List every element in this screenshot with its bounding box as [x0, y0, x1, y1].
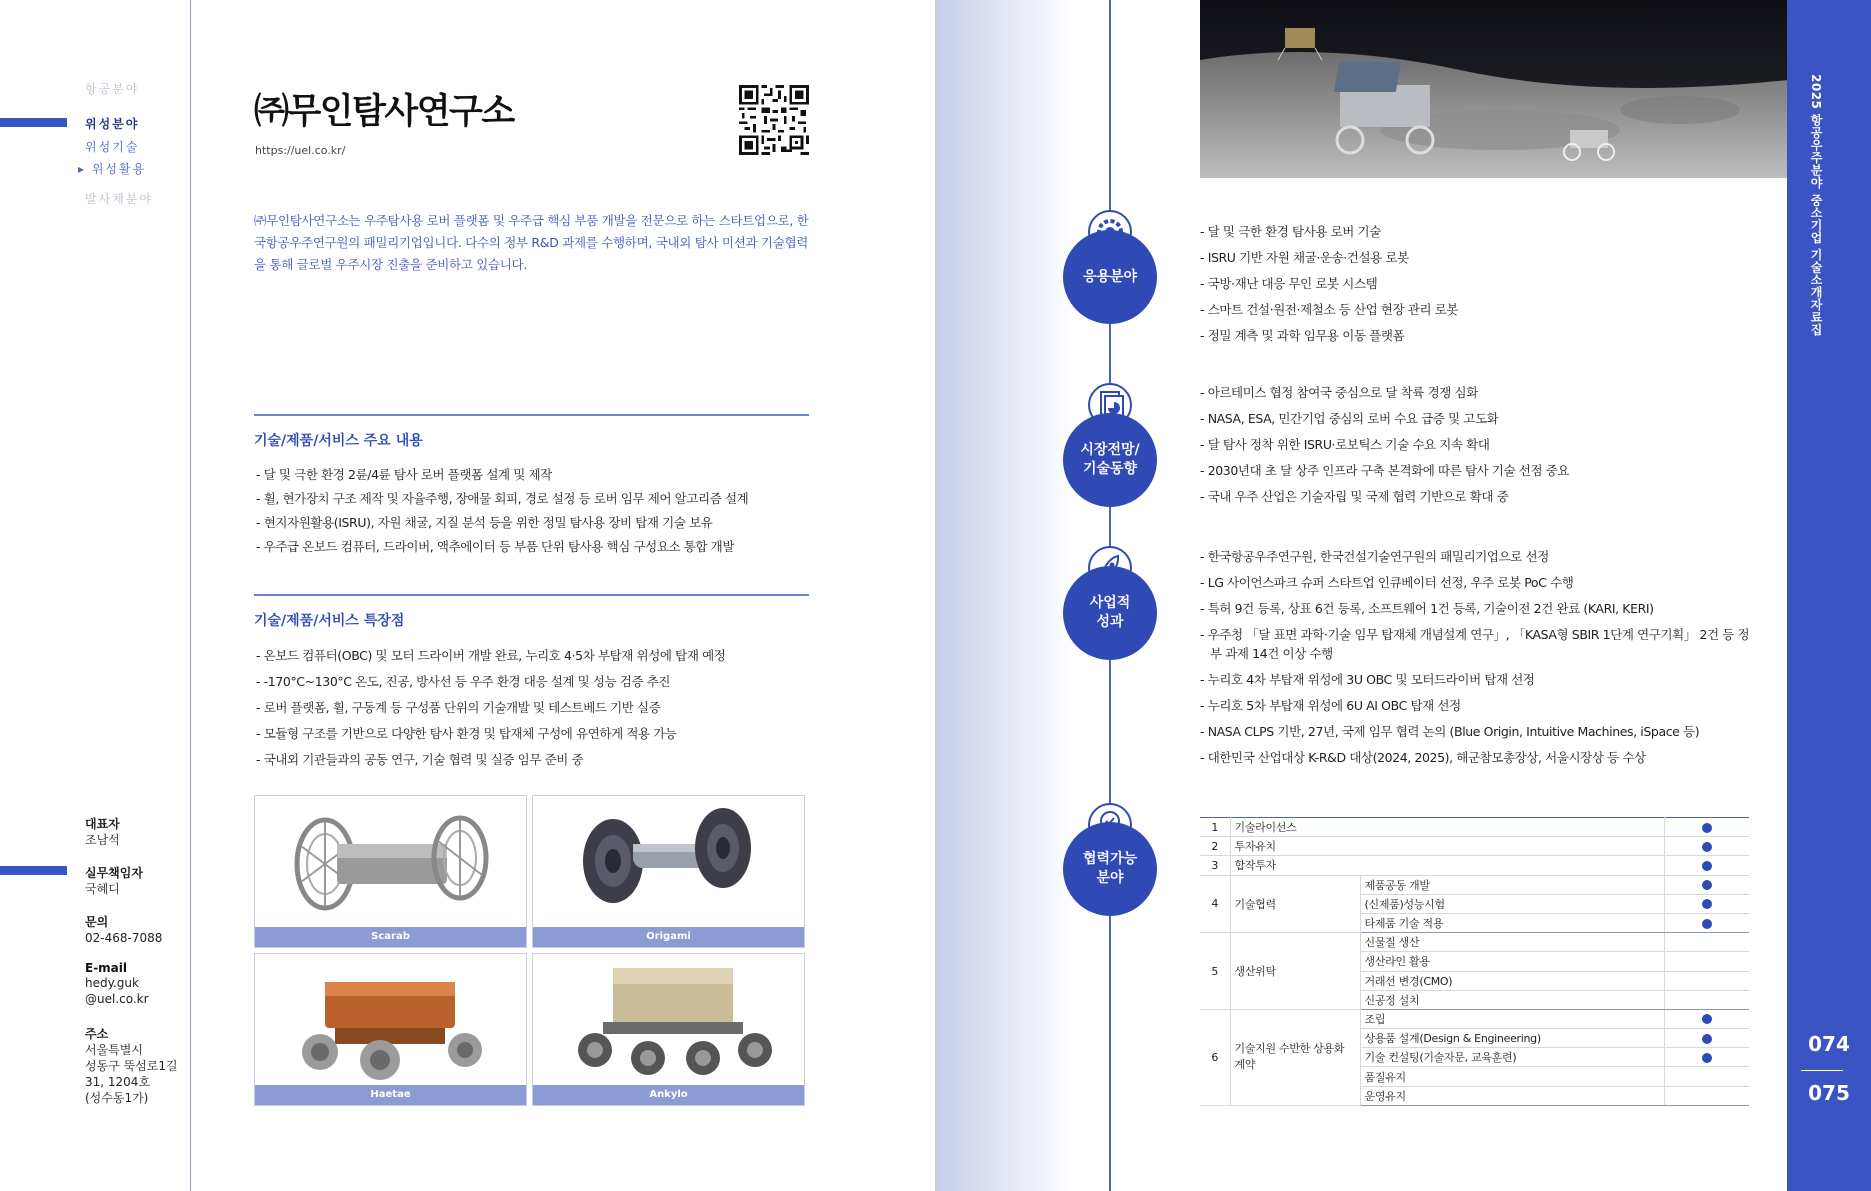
- product-card-scarab[interactable]: [254, 795, 527, 948]
- main-content-item: - 달 및 극한 환경 2륜/4륜 탐사 로버 플랫폼 설계 및 제작: [256, 463, 812, 487]
- row-check: [1664, 933, 1749, 952]
- ceo-value: 조남석: [85, 833, 120, 847]
- main-content-rule: [254, 414, 809, 416]
- check-dot-icon: [1702, 861, 1712, 871]
- row-check: [1664, 1029, 1749, 1048]
- achievement-item: - 우주청 「달 표면 과학·기술 임무 탑재체 개념설계 연구」, 「KASA형 SBIR 1단계 연구기획」 2건 등 정부 과제 14건 이상 수행: [1200, 622, 1760, 667]
- row-subcategory: 운영유지: [1360, 1086, 1664, 1105]
- row-category: 생산위탁: [1230, 933, 1360, 1010]
- row-check: [1664, 875, 1749, 894]
- contact-indicator: [0, 866, 67, 875]
- market-label-1: 시장전망/: [1080, 442, 1140, 458]
- page-gutter: [935, 0, 1075, 1191]
- row-check: [1664, 971, 1749, 990]
- main-content-item: - 우주급 온보드 컴퓨터, 드라이버, 액추에이터 등 부품 단위 탐사용 핵심 구성요소 통합 개발: [256, 535, 812, 559]
- ceo-label: 대표자: [85, 817, 120, 831]
- contact-ceo: [85, 815, 185, 848]
- row-check: [1664, 913, 1749, 932]
- application-item: - 스마트 건설·원전·제철소 등 산업 현장 관리 로봇: [1200, 297, 1760, 323]
- row-category: 합작투자: [1230, 856, 1664, 875]
- row-category: 기술지원 수반한 상용화 계약: [1230, 1009, 1360, 1105]
- row-subcategory: 타제품 기술 적용: [1360, 913, 1664, 932]
- row-subcategory: 신물질 생산: [1360, 933, 1664, 952]
- manager-label: 실무책임자: [85, 866, 143, 880]
- application-label: 응용분야: [1082, 268, 1138, 285]
- achievements-label-1: 사업적: [1089, 595, 1131, 611]
- row-number: 5: [1200, 933, 1230, 1010]
- features-rule: [254, 594, 809, 596]
- market-item: - 국내 우주 산업은 기술자립 및 국제 협력 기반으로 확대 중: [1200, 484, 1760, 510]
- feature-item: - -170°C~130°C 온도, 진공, 방사선 등 우주 환경 대응 설계 및 성능 검증 추진: [256, 669, 812, 695]
- achievement-item: - 한국항공우주연구원, 한국건설기술연구원의 패밀리기업으로 선정: [1200, 544, 1760, 570]
- row-subcategory: (신제품)성능시험: [1360, 894, 1664, 913]
- nav-item-aviation[interactable]: 항공분야: [85, 82, 140, 96]
- feature-item: - 국내외 기관들과의 공동 연구, 기술 협력 및 실증 임무 준비 중: [256, 747, 812, 773]
- row-category: 투자유치: [1230, 837, 1664, 856]
- product-caption: Ankylo: [533, 1085, 804, 1105]
- row-check: [1664, 837, 1749, 856]
- table-row: [1200, 837, 1749, 856]
- lunar-rover-photo: [1200, 0, 1788, 178]
- achievement-item: - 누리호 4차 부탑재 위성에 3U OBC 및 모터드라이버 탑재 선정: [1200, 667, 1760, 693]
- check-dot-icon: [1702, 823, 1712, 833]
- table-row: [1200, 1009, 1749, 1028]
- address-line-3: 31, 1204호: [85, 1075, 151, 1089]
- nav-active-indicator: [0, 118, 67, 127]
- check-dot-icon: [1702, 842, 1712, 852]
- main-content-title: 기술/제품/서비스 주요 내용: [254, 433, 423, 449]
- row-check: [1664, 894, 1749, 913]
- email-value-1[interactable]: hedy.guk: [85, 976, 139, 990]
- application-item: - 달 및 극한 환경 탐사용 로버 기술: [1200, 219, 1760, 245]
- scarab-rover-image: [255, 796, 527, 929]
- feature-item: - 온보드 컴퓨터(OBC) 및 모터 드라이버 개발 완료, 누리호 4·5차 부탑재 위성에 탑재 예정: [256, 643, 812, 669]
- contact-inquiry: [85, 913, 185, 946]
- check-dot-icon: [1702, 919, 1712, 929]
- email-value-2[interactable]: @uel.co.kr: [85, 992, 149, 1006]
- row-subcategory: 상용품 설계(Design & Engineering): [1360, 1029, 1664, 1048]
- row-subcategory: 신공정 설치: [1360, 990, 1664, 1009]
- row-subcategory: 거래선 변경(CMO): [1360, 971, 1664, 990]
- cooperation-table: [1200, 817, 1749, 1106]
- publication-title: 2025 항공우주분야 중소기업 기술소개자료집: [1809, 74, 1823, 336]
- row-subcategory: 품질유지: [1360, 1067, 1664, 1086]
- row-number: 6: [1200, 1009, 1230, 1105]
- ankylo-rover-image: [533, 954, 805, 1087]
- row-check: [1664, 952, 1749, 971]
- main-content-list: [256, 463, 812, 559]
- address-line-4: (성수동1가): [85, 1091, 149, 1105]
- market-item: - 아르테미스 협정 참여국 중심으로 달 착륙 경쟁 심화: [1200, 380, 1760, 406]
- market-list: [1200, 380, 1760, 510]
- page-number-right: 075: [1808, 1081, 1850, 1105]
- achievements-label-2: 성과: [1096, 614, 1124, 630]
- application-item: - 정밀 계측 및 과학 임무용 이동 플랫폼: [1200, 323, 1760, 349]
- row-check: [1664, 1048, 1749, 1067]
- address-label: 주소: [85, 1027, 109, 1041]
- page-divider-rule: [190, 0, 191, 1191]
- achievement-item: - 대한민국 산업대상 K-R&D 대상(2024, 2025), 해군참모총장상, 서울시장상 등 수상: [1200, 745, 1760, 771]
- product-card-ankylo[interactable]: [532, 953, 805, 1106]
- side-band: [1787, 0, 1871, 1191]
- market-item: - 2030년대 초 달 상주 인프라 구축 본격화에 따른 탐사 기술 선점 중요: [1200, 458, 1760, 484]
- company-url[interactable]: https://uel.co.kr/: [255, 144, 346, 157]
- market-circle: [1063, 413, 1157, 507]
- address-line-2: 성동구 뚝섬로1길: [85, 1059, 178, 1073]
- row-check: [1664, 818, 1749, 837]
- achievement-item: - LG 사이언스파크 슈퍼 스타트업 인큐베이터 선정, 우주 로봇 PoC 수행: [1200, 570, 1760, 596]
- address-line-1: 서울특별시: [85, 1043, 143, 1057]
- features-list: [256, 643, 812, 773]
- table-row: [1200, 856, 1749, 875]
- application-list: [1200, 219, 1760, 349]
- main-content-item: - 현지자원활용(ISRU), 자원 채굴, 지질 분석 등을 위한 정밀 탐사용 장비 탑재 기술 보유: [256, 511, 812, 535]
- row-subcategory: 제품공동 개발: [1360, 875, 1664, 894]
- row-category: 기술협력: [1230, 875, 1360, 933]
- product-card-origami[interactable]: [532, 795, 805, 948]
- company-name: ㈜무인탐사연구소: [254, 92, 514, 132]
- feature-item: - 모듈형 구조를 기반으로 다양한 탐사 환경 및 탑재체 구성에 유연하게 적용 가능: [256, 721, 812, 747]
- application-item: - 국방·재난 대응 무인 로봇 시스템: [1200, 271, 1760, 297]
- row-check: [1664, 1009, 1749, 1028]
- application-item: - ISRU 기반 자원 채굴·운송·건설용 로봇: [1200, 245, 1760, 271]
- product-caption: Scarab: [255, 927, 526, 947]
- page-number-left: 074: [1808, 1032, 1850, 1056]
- table-row: [1200, 875, 1749, 894]
- email-label: E-mail: [85, 961, 128, 975]
- achievement-item: - 특허 9건 등록, 상표 6건 등록, 소프트웨어 1건 등록, 기술이전 2건 완료 (KARI, KERI): [1200, 596, 1760, 622]
- features-title: 기술/제품/서비스 특장점: [254, 613, 405, 629]
- application-circle: [1063, 230, 1157, 324]
- nav-item-launcher[interactable]: 발사체분야: [85, 192, 153, 206]
- market-item: - NASA, ESA, 민간기업 중심의 로버 수요 급증 및 고도화: [1200, 406, 1760, 432]
- feature-item: - 로버 플랫폼, 휠, 구동계 등 구성품 단위의 기술개발 및 테스트베드 기반 실증: [256, 695, 812, 721]
- nav-item-satellite-use[interactable]: ▸ 위성활용: [78, 162, 147, 176]
- phone-value: 02-468-7088: [85, 931, 163, 945]
- achievement-item: - 누리호 5차 부탑재 위성에 6U AI OBC 탑재 선정: [1200, 693, 1760, 719]
- row-number: 3: [1200, 856, 1230, 875]
- nav-item-satellite[interactable]: 위성분야: [85, 117, 140, 131]
- qr-code-icon[interactable]: [739, 85, 809, 155]
- check-dot-icon: [1702, 899, 1712, 909]
- haetae-rover-image: [255, 954, 527, 1087]
- cooperation-label-2: 분야: [1096, 870, 1124, 886]
- company-intro: ㈜무인탐사연구소는 우주탐사용 로버 플랫폼 및 우주급 핵심 부품 개발을 전문으로 하는 스타트업으로, 한국항공우주연구원의 패밀리기업입니다. 다수의 정부 R&D 과제를 수행하며, 국내외 탐사 미션과 기술협력을 통해 글로벌 우주시장 진출을 준비하고 있습니다.: [254, 213, 809, 272]
- achievement-item: - NASA CLPS 기반, 27년, 국제 임무 협력 논의 (Blue Origin, Intuitive Machines, iSpace 등): [1200, 719, 1760, 745]
- row-check: [1664, 856, 1749, 875]
- achievements-circle: [1063, 566, 1157, 660]
- row-check: [1664, 1086, 1749, 1105]
- table-row: [1200, 933, 1749, 952]
- contact-email: [85, 961, 185, 1007]
- main-content-item: - 휠, 현가장치 구조 제작 및 자율주행, 장애물 회피, 경로 설정 등 로버 임무 제어 알고리즘 설계: [256, 487, 812, 511]
- table-row: [1200, 818, 1749, 837]
- cooperation-circle: [1063, 822, 1157, 916]
- nav-item-satellite-tech[interactable]: 위성기술: [85, 140, 140, 154]
- row-check: [1664, 990, 1749, 1009]
- contact-manager: [85, 864, 185, 897]
- product-caption: Haetae: [255, 1085, 526, 1105]
- inquiry-label: 문의: [85, 915, 109, 929]
- page-number-divider: [1801, 1070, 1843, 1071]
- origami-rover-image: [533, 796, 805, 929]
- row-subcategory: 기술 컨설팅(기술자문, 교육훈련): [1360, 1048, 1664, 1067]
- product-card-haetae[interactable]: [254, 953, 527, 1106]
- row-subcategory: 생산라인 활용: [1360, 952, 1664, 971]
- achievements-list: [1200, 544, 1760, 771]
- market-label-2: 기술동향: [1082, 461, 1138, 477]
- row-category: 기술라이선스: [1230, 818, 1664, 837]
- manager-value: 국혜디: [85, 882, 120, 896]
- row-subcategory: 조립: [1360, 1009, 1664, 1028]
- row-number: 4: [1200, 875, 1230, 933]
- row-number: 1: [1200, 818, 1230, 837]
- market-item: - 달 탐사 정착 위한 ISRU·로보틱스 기술 수요 지속 확대: [1200, 432, 1760, 458]
- check-dot-icon: [1702, 1053, 1712, 1063]
- product-caption: Origami: [533, 927, 804, 947]
- cooperation-label-1: 협력가능: [1082, 851, 1138, 867]
- check-dot-icon: [1702, 880, 1712, 890]
- row-check: [1664, 1067, 1749, 1086]
- check-dot-icon: [1702, 1014, 1712, 1024]
- check-dot-icon: [1702, 1034, 1712, 1044]
- row-number: 2: [1200, 837, 1230, 856]
- contact-address: [85, 1025, 185, 1106]
